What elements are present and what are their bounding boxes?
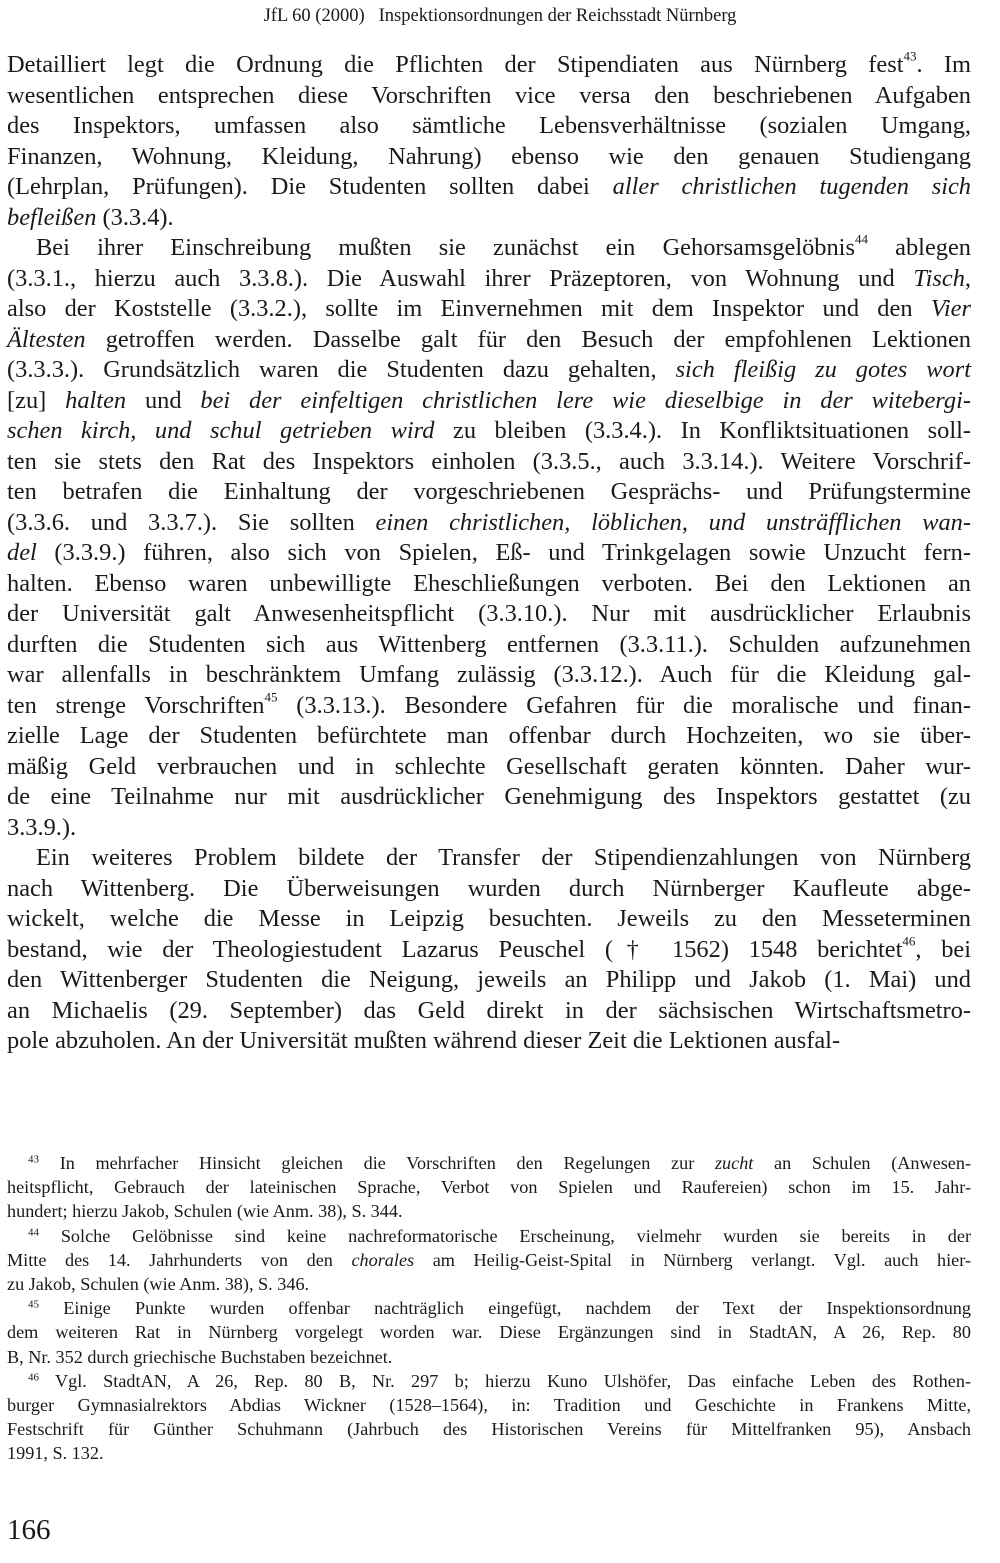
footnote-line: burger Gymnasialrektors Abdias Wickner (1528–1564), in: Tradition und Geschichte in Frankens Mitte, xyxy=(7,1394,971,1415)
text-line: (3.3.1., hierzu auch 3.3.8.). Die Auswahl ihrer Präzeptoren, von Wohnung und Tisch, xyxy=(7,264,971,292)
text-line: Ältesten getroffen werden. Dasselbe galt für den Besuch der empfohlenen Lektionen xyxy=(7,325,971,353)
text-line: [zu] halten und bei der einfeltigen christlichen lere wie dieselbige in der witebergi- xyxy=(7,386,971,414)
text-line: durften die Studenten sich aus Wittenberg entfernen (3.3.11.). Schulden aufzunehmen xyxy=(7,630,971,658)
text-line: halten. Ebenso waren unbewilligte Eheschließungen verboten. Bei den Lektionen an xyxy=(7,569,971,597)
text-line: Detailliert legt die Ordnung die Pflichten der Stipendiaten aus Nürnberg fest$^{43}$. Im xyxy=(7,48,971,78)
text-line: wesentlichen entsprechen diese Vorschriften vice versa den beschriebenen Aufgaben xyxy=(7,81,971,109)
footnote-line: zu Jakob, Schulen (wie Anm. 38), S. 346. xyxy=(7,1273,310,1294)
text-line: des Inspektors, umfassen also sämtliche Lebensverhältnisse (sozialen Umgang, xyxy=(7,112,971,139)
running-title: Inspektionsordnungen der Reichsstadt Nürnberg xyxy=(378,6,737,26)
footnote-line: $^{44}$ Solche Gelöbnisse sind keine nachreformatorische Erscheinung, vielmehr wurden sie bereits in der xyxy=(28,1225,971,1246)
text-line: (3.3.3.). Grundsätzlich waren die Studenten dazu gehalten, sich fleißig zu gotes wort xyxy=(7,356,971,383)
text-line: Finanzen, Wohnung, Kleidung, Nahrung) ebenso wie den genauen Studiengang xyxy=(7,142,971,170)
text-line: zielle Lage der Studenten befürchtete man offenbar durch Hochzeiten, wo sie über- xyxy=(7,722,971,749)
footnote-line: $^{45}$ Einige Punkte wurden offenbar nachträglich eingefügt, nachdem der Text der Inspektionsordnung xyxy=(28,1298,971,1319)
text-line: pole abzuholen. An der Universität mußten während dieser Zeit die Lektionen ausfal- xyxy=(7,1027,841,1054)
text-line: Bei ihrer Einschreibung mußten sie zunächst ein Gehorsamsgelöbnis$^{44}$ ablegen xyxy=(36,231,971,261)
text-line: 3.3.9.). xyxy=(7,813,77,841)
text-line: del (3.3.9.) führen, also sich von Spielen, Eß- und Trinkgelagen sowie Unzucht fern- xyxy=(7,539,971,566)
body-text xyxy=(7,50,971,1057)
text-line: schen kirch, und schul getrieben wird zu bleiben (3.3.4.). In Konfliktsituationen soll- xyxy=(7,417,971,444)
text-line: an Michaelis (29. September) das Geld direkt in der sächsischen Wirtschaftsmetro- xyxy=(7,996,971,1024)
text-line: bestand, wie der Theologiestudent Lazarus Peuschel († 1562) 1548 berichtet$^{46}$, bei xyxy=(7,932,972,963)
text-line: (3.3.6. und 3.3.7.). Sie sollten einen christlichen, löblichen, und unsträfflichen wan- xyxy=(7,508,971,536)
text-line: war allenfalls in beschränktem Umfang zulässig (3.3.12.). Auch für die Kleidung gal- xyxy=(7,661,971,688)
footnote-line: B, Nr. 352 durch griechische Buchstaben bezeichnet. xyxy=(7,1346,393,1367)
journal-reference: JfL 60 (2000) xyxy=(263,6,365,26)
text-line: der Universität galt Anwesenheitspflicht (3.3.10.). Nur mit ausdrücklicher Erlaubnis xyxy=(7,600,971,627)
text-line: befleißen (3.3.4). xyxy=(7,203,174,231)
text-line: den Wittenberger Studenten die Neigung, jeweils an Philipp und Jakob (1. Mai) und xyxy=(7,966,971,993)
text-line: de eine Teilnahme nur mit ausdrücklicher Genehmigung des Inspektors gestattet (zu xyxy=(7,783,971,810)
footnote-line: 1991, S. 132. xyxy=(7,1443,104,1464)
text-line: also der Koststelle (3.3.2.), sollte im Einvernehmen mit dem Inspektor und den Vier xyxy=(7,295,971,322)
footnote-line: Festschrift für Günther Schuhmann (Jahrbuch des Historischen Vereins für Mittelfranken 95), Ansbach xyxy=(7,1419,971,1440)
text-line: wickelt, welche die Messe in Leipzig besuchten. Jeweils zu den Messeterminen xyxy=(7,905,971,932)
footnote-line: Mitte des 14. Jahrhunderts von den chorales am Heilig-Geist-Spital in Nürnberg verlangt. Vgl. auch hier- xyxy=(7,1249,971,1270)
text-line: (Lehrplan, Prüfungen). Die Studenten sollten dabei aller christlichen tugenden sich xyxy=(7,173,971,200)
footnote-line: dem weiteren Rat in Nürnberg vorgelegt worden war. Diese Ergänzungen sind in StadtAN, A 26, Rep. 80 xyxy=(7,1322,971,1343)
text-line: ten strenge Vorschriften$^{45}$ (3.3.13.). Besondere Gefahren für die moralische und finan- xyxy=(7,688,971,719)
running-header xyxy=(0,6,1000,27)
footnote-line: heitspflicht, Gebrauch der lateinischen Sprache, Verbot von Spielen und Raufereien) schon im 15. Jahr- xyxy=(7,1177,971,1198)
text-line: ten sie stets den Rat des Inspektors einholen (3.3.5., auch 3.3.14.). Weitere Vorschrif- xyxy=(7,447,971,475)
text-line: ten betrafen die Einhaltung der vorgeschriebenen Gesprächs- und Prüfungstermine xyxy=(7,478,971,505)
text-line: nach Wittenberg. Die Überweisungen wurden durch Nürnberger Kaufleute abge- xyxy=(7,874,971,902)
footnotes xyxy=(7,1151,971,1465)
page-number: 166 xyxy=(7,1514,51,1546)
footnote-line: $^{46}$ Vgl. StadtAN, A 26, Rep. 80 B, Nr. 297 b; hierzu Kuno Ulshöfer, Das einfache Leben des Rothen- xyxy=(28,1370,971,1391)
footnote-line: $^{43}$ In mehrfacher Hinsicht gleichen die Vorschriften den Regelungen zur zucht an Schulen (Anwesen- xyxy=(28,1153,971,1173)
text-line: Ein weiteres Problem bildete der Transfer der Stipendienzahlungen von Nürnberg xyxy=(36,844,971,871)
text-line: mäßig Geld verbrauchen und in schlechte Gesellschaft geraten könnten. Daher wur- xyxy=(7,752,971,780)
footnote-line: hundert; hierzu Jakob, Schulen (wie Anm. 38), S. 344. xyxy=(7,1201,403,1222)
